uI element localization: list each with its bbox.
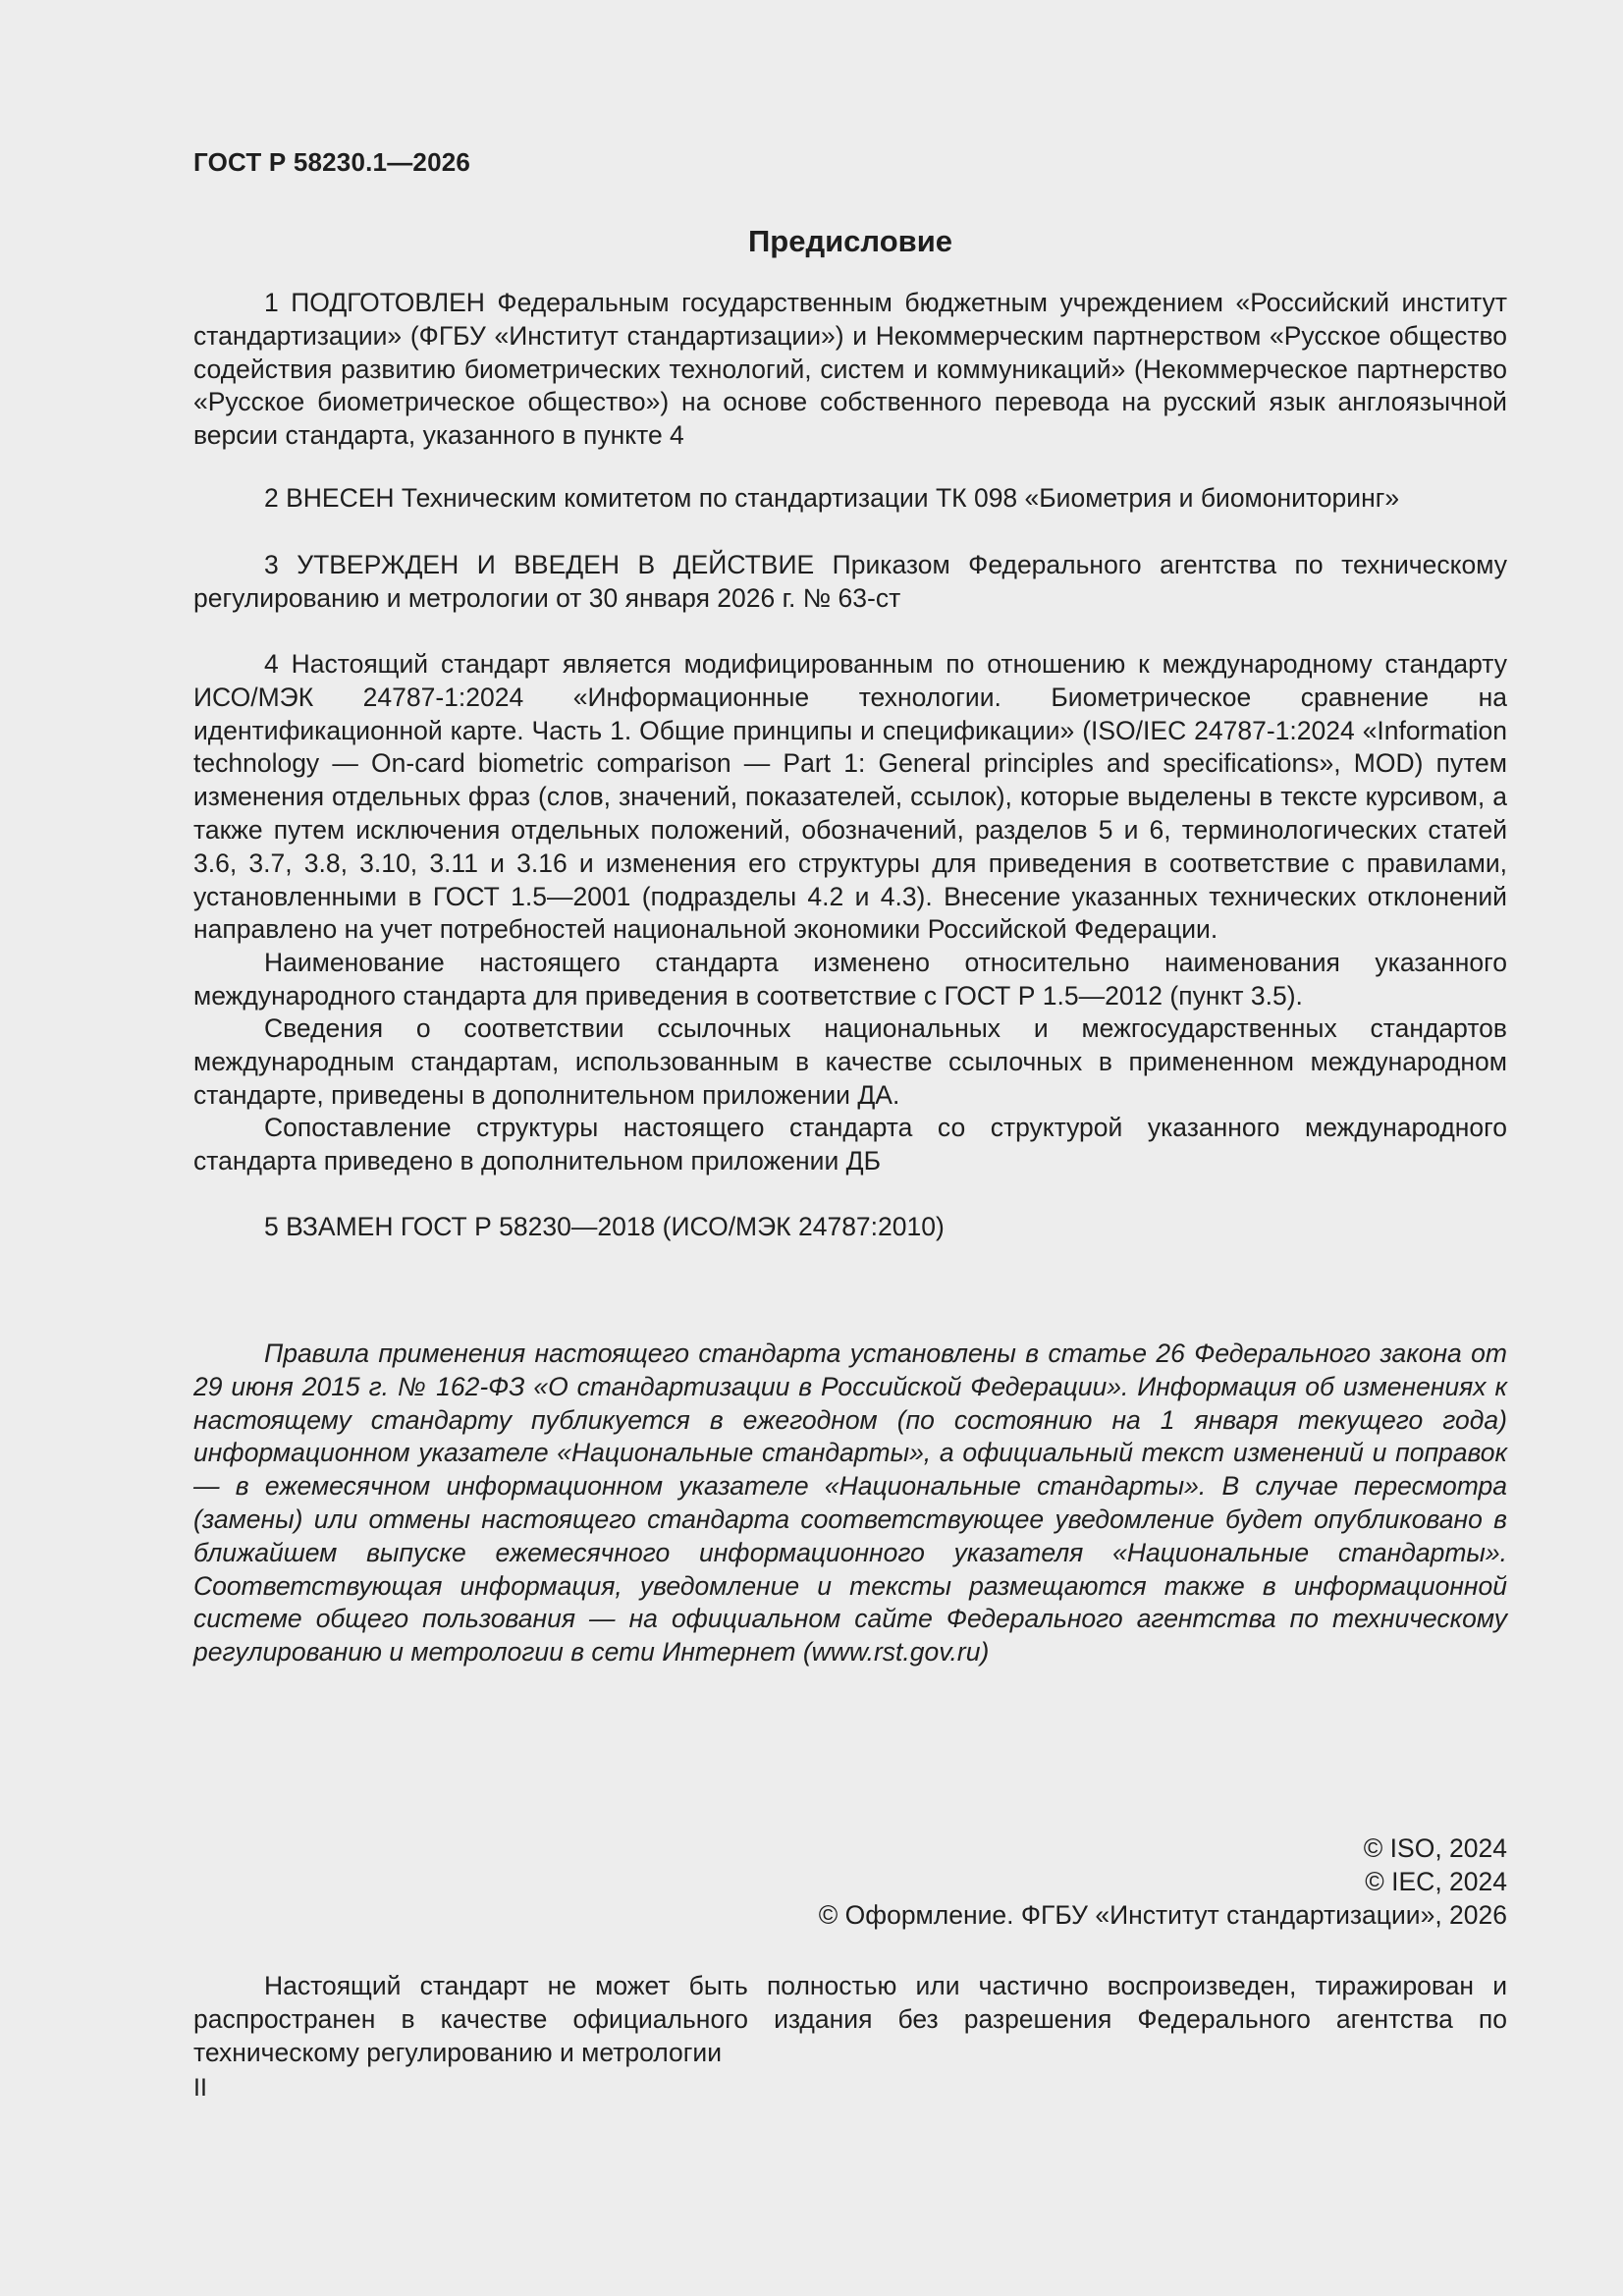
copyright-block (193, 1832, 1507, 1932)
copyright-iec: © IEC, 2024 (1365, 1866, 1507, 1896)
paragraph-application-rules: Правила применения настоящего стандарта установлены в статье 26 Федерального закона от 29 июня 2015 г. № 162-ФЗ «О стандартизации в Российской Федерации». Информация об изменениях к настоящему стандарту публикуется в ежегодном (по состоянию на 1 января текущего года) информационном указателе «Национальные стандарты», а официальный текст изменений и поправок — в ежемесячном информационном указателе «Национальные стандарты». В случае пересмотра (замены) или отмены настоящего стандарта соответствующее уведомление будет опубликовано в ближайшем выпуске ежемесячного информационного указателя «Национальные стандарты». Соответствующая информация, уведомление и тексты размещаются также в информационной системе общего пользования — на официальном сайте Федерального агентства по техническому регулированию и метрологии в сети Интернет (www.rst.gov.ru) (193, 1339, 1507, 1667)
paragraph-reference-compliance: Сведения о соответствии ссылочных национальных и межгосударственных стандартов международным стандартам, использованным в качестве ссылочных в примененном международном стандарте, приведены в дополнительном приложении ДА. (193, 1013, 1507, 1110)
paragraph-replaces: 5 ВЗАМЕН ГОСТ Р 58230—2018 (ИСО/МЭК 24787:2010) (264, 1212, 945, 1241)
document-code: ГОСТ Р 58230.1—2026 (193, 147, 471, 177)
copyright-iso: © ISO, 2024 (1363, 1833, 1507, 1863)
paragraph-structure-comparison: Сопоставление структуры настоящего стандарта со структурой указанного международного стандарта приведено в дополнительном приложении ДБ (193, 1113, 1507, 1175)
document-page (193, 0, 1507, 2296)
paragraph-prepared: 1 ПОДГОТОВЛЕН Федеральным государственным бюджетным учреждением «Российский институт стандартизации» (ФГБУ «Институт стандартизации») и Некоммерческим партнерством «Русское общество содействия развитию биометрических технологий, систем и коммуникаций» (Некоммерческое партнерство «Русское биометрическое общество») на основе собственного перевода на русский язык англоязычной версии стандарта, указанного в пункте 4 (193, 288, 1507, 451)
paragraph-modified-standard: 4 Настоящий стандарт является модифицированным по отношению к международному стандарту ИСО/МЭК 24787-1:2024 «Информационные технологии. Биометрическое сравнение на идентификационной карте. Часть 1. Общие принципы и спецификации» (ISO/IEC 24787-1:2024 «Information technology — On-card biometric comparison — Part 1: General principles and specifications», MOD) путем изменения отдельных фраз (слов, значений, показателей, ссылок), которые выделены в тексте курсивом, а также путем исключения отдельных положений, обозначений, разделов 5 и 6, терминологических статей 3.6, 3.7, 3.8, 3.10, 3.11 и 3.16 и изменения его структуры для приведения в соответствие с правилами, установленными в ГОСТ 1.5—2001 (подразделы 4.2 и 4.3). Внесение указанных технических отклонений направлено на учет потребностей национальной экономики Российской Федерации. (193, 649, 1507, 945)
page-number: II (193, 2074, 207, 2102)
page-title: Предисловие (747, 224, 952, 258)
paragraph-submitted: 2 ВНЕСЕН Техническим комитетом по стандартизации ТК 098 «Биометрия и биомониторинг» (264, 483, 1400, 513)
paragraph-reproduction-notice: Настоящий стандарт не может быть полностью или частично воспроизведен, тиражирован и распространен в качестве официального издания без разрешения Федерального агентства по техническому регулированию и метрологии (193, 1971, 1507, 2067)
copyright-design: © Оформление. ФГБУ «Институт стандартизации», 2026 (818, 1899, 1507, 1930)
paragraph-name-change: Наименование настоящего стандарта изменено относительно наименования указанного международного стандарта для приведения в соответствие с ГОСТ Р 1.5—2012 (пункт 3.5). (193, 948, 1507, 1011)
paragraph-approved: 3 УТВЕРЖДЕН И ВВЕДЕН В ДЕЙСТВИЕ Приказом Федерального агентства по техническому регулированию и метрологии от 30 января 2026 г. № 63-ст (193, 550, 1507, 613)
